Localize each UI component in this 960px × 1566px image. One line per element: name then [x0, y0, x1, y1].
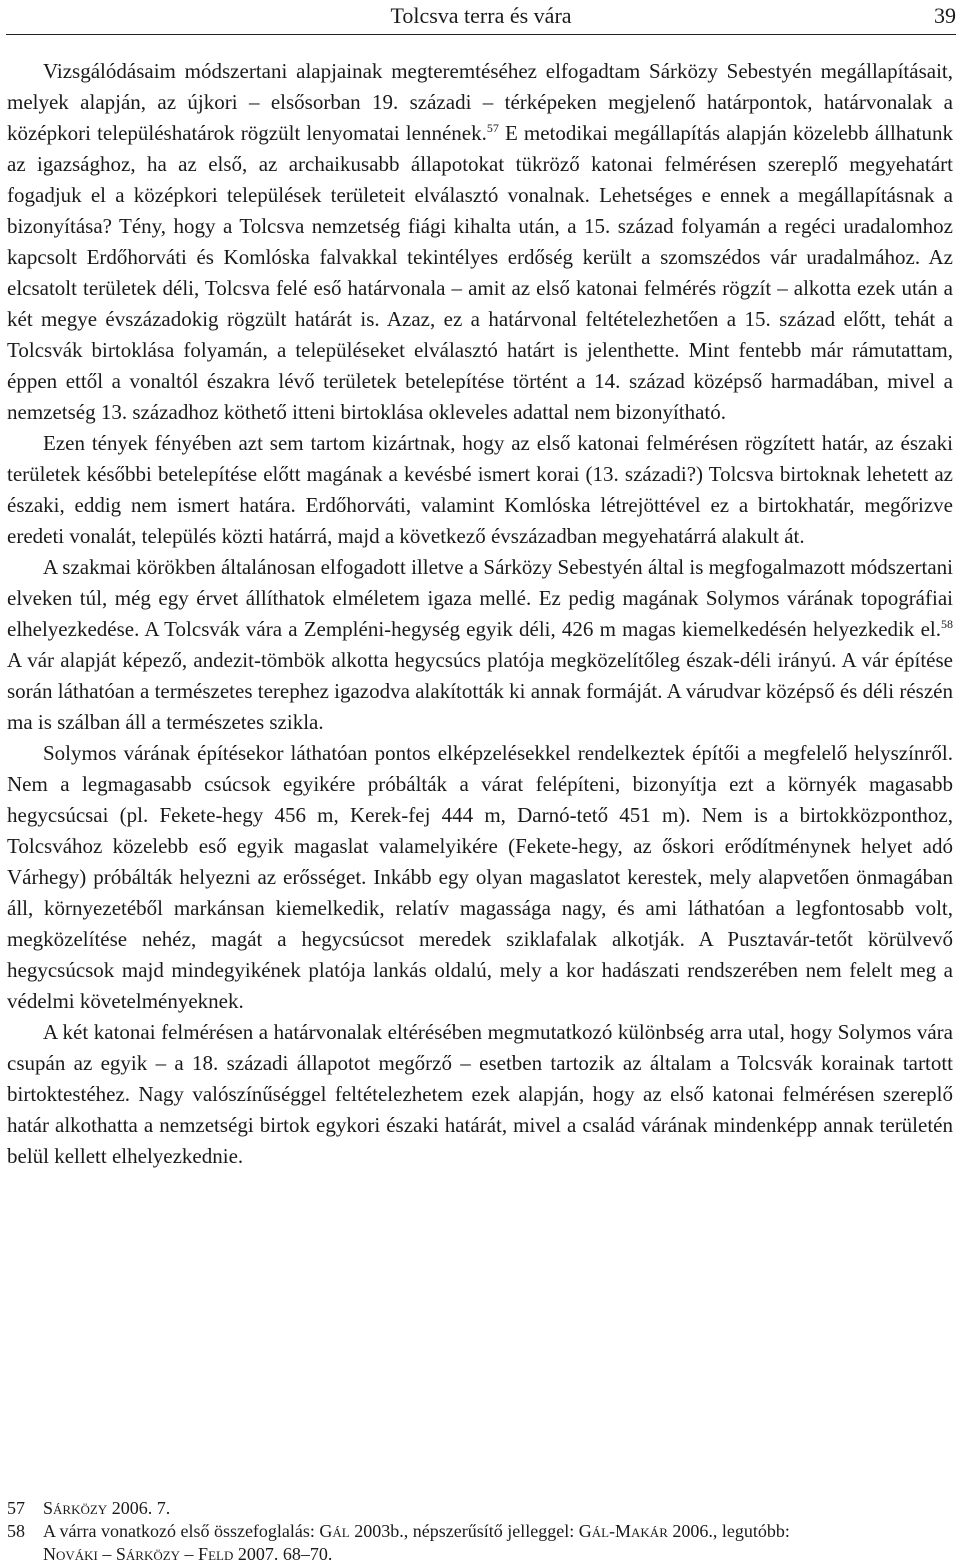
footnote-text: 2003b., népszerűsítő jelleggel: [349, 1521, 579, 1541]
running-header [6, 0, 956, 35]
running-title: Tolcsva terra és vára [390, 3, 572, 28]
footnote-text: 2007. 68–70. [233, 1544, 333, 1564]
footnote-number: 57 [7, 1498, 25, 1518]
footnote [7, 1497, 953, 1520]
footnote-author: Nováki – Sárközy – Feld [43, 1544, 234, 1564]
footnotes [7, 1497, 953, 1566]
paragraph [7, 738, 953, 1017]
paragraph-text: Ezen tények fényében azt sem tartom kizártnak, hogy az első katonai felmérésen rögzített határ, az északi területek későbbi betelepítése előtt magának a kevésbé ismert korai (13. századi?) Tolcsva birtoknak lehetett az északi, eddig nem ismert határa. Erdőhorváti, valamint Komlóska létrejöttével ez a birtokhatár, megőrizve eredeti vonalát, település közti határrá, majd a következő évszázadban megyehatárrá alakult át. [7, 431, 953, 548]
paragraph-text: Vizsgálódásaim módszertani alapjainak megteremtéséhez elfogadtam Sárközy Sebestyén megállapításait, melyek alapján, az újkori – elsősorban 19. századi – térképeken megjelenő határpontok, határvonalak a középkori településhatárok rögzült lenyomatai lennének. [7, 59, 953, 145]
paragraph-text: A szakmai körökben általánosan elfogadott illetve a Sárközy Sebestyén által is megfogalmazott módszertani elveken túl, még egy érvet állíthatok elméletem igaza mellé. Ez pedig magának Solymos várának topográfiai elhelyezkedése. A Tolcsvák vára a Zempléni-hegység egyik déli, 426 m magas kiemelkedésén helyezkedik el. [7, 555, 953, 641]
paragraph-text: Solymos várának építésekor láthatóan pontos elképzelésekkel rendelkeztek építői a megfelelő helyszínről. Nem a legmagasabb csúcsok egyikére próbálták a várat felépíteni, bizonyítja ezt a környék magasabb hegycsúcsai (pl. Fekete-hegy 456 m, Kerek-fej 444 m, Darnó-tető 451 m). Nem is a birtokközponthoz, Tolcsvához közelebb eső egyik magaslat valamelyikére (Fekete-hegy, az őskori erődítménynek helyet adó Várhegy) próbálták helyezni az erősséget. Inkább egy olyan magaslatot kerestek, mely alapvetően önmagában áll, környezetéből markánsan kiemelkedik, relatív magassága nagy, és ami láthatóan a legfontosabb volt, megközelítése nehéz, magát a hegycsúcsot meredek sziklafalak alkotják. A Pusztavár-tetőt körülvevő hegycsúcsok majd mindegyikének platója lankás oldalú, mely a kor hadászati rendszerében nem felelt meg a védelmi követelményeknek. [7, 741, 953, 1013]
paragraph-text: A vár alapját képező, andezit-tömbök alkotta hegycsúcs platója megközelítőleg észak-déli irányú. A vár építése során láthatóan a természetes terephez igazodva alakították ki annak formáját. A várudvar középső és déli részén ma is szálban áll a természetes szikla. [7, 648, 953, 734]
page-number: 39 [934, 3, 956, 28]
paragraph [7, 552, 953, 738]
paragraph [7, 1017, 953, 1172]
footnote-ref[interactable]: 58 [941, 617, 953, 631]
paragraph [7, 428, 953, 552]
footnote-text: 2006. 7. [107, 1498, 171, 1518]
footnote-text: A várra vonatkozó első összefoglalás: [43, 1521, 320, 1541]
paragraph [7, 56, 953, 428]
body-text [7, 56, 953, 1172]
paragraph-text: E metodikai megállapítás alapján közelebb állhatunk az igazsághoz, ha az első, az archaikusabb állapotokat tükröző katonai felmérésen szereplő megyehatárt fogadjuk el a középkori települések területeit elválasztó vonalnak. Lehetséges e ennek a megállapításnak a bizonyítása? Tény, hogy a Tolcsva nemzetség fiági kihalta után, a 15. század folyamán a regéci uradalomhoz kapcsolt Erdőhorváti és Komlóska falvakkal tekintélyes erdőség került a szomszédos vár uradalmához. Az elcsatolt területek déli, Tolcsva felé eső határvonala – amit az első katonai felmérés rögzít – alkotta ezek után a két megye évszázadokig rögzült határát is. Azaz, ez a határvonal feltételezhetően a 15. század előtt, tehát a Tolcsvák birtoklása folyamán, a településeket elválasztó határt is jelenthette. Mint fentebb már rámutattam, éppen ettől a vonaltól északra lévő területek betelepítése történt a 14. század középső harmadában, mivel a nemzetség 13. századhoz köthető itteni birtoklása okleveles adattal nem bizonyítható. [7, 121, 953, 424]
footnote [7, 1520, 953, 1566]
footnote-ref[interactable]: 57 [486, 121, 499, 135]
footnote-author: Gál-Makár [578, 1521, 668, 1541]
footnote-number: 58 [7, 1521, 25, 1541]
footnote-author: Sárközy [43, 1498, 108, 1518]
footnote-text: 2006., legutóbb: [667, 1521, 790, 1541]
paragraph-text: A két katonai felmérésen a határvonalak eltérésében megmutatkozó különbség arra utal, hogy Solymos vára csupán az egyik – a 18. századi állapotot megőrző – esetben tartozik az általam a Tolcsvák korainak tartott birtoktestéhez. Nagy valószínűséggel feltételezhetem ezek alapján, hogy az első katonai felmérésen szereplő határ alkothatta a nemzetségi birtok egykori északi határát, mivel a család várának mindenképp annak területén belül kellett elhelyezkednie. [7, 1020, 953, 1168]
footnote-author: Gál [319, 1521, 350, 1541]
